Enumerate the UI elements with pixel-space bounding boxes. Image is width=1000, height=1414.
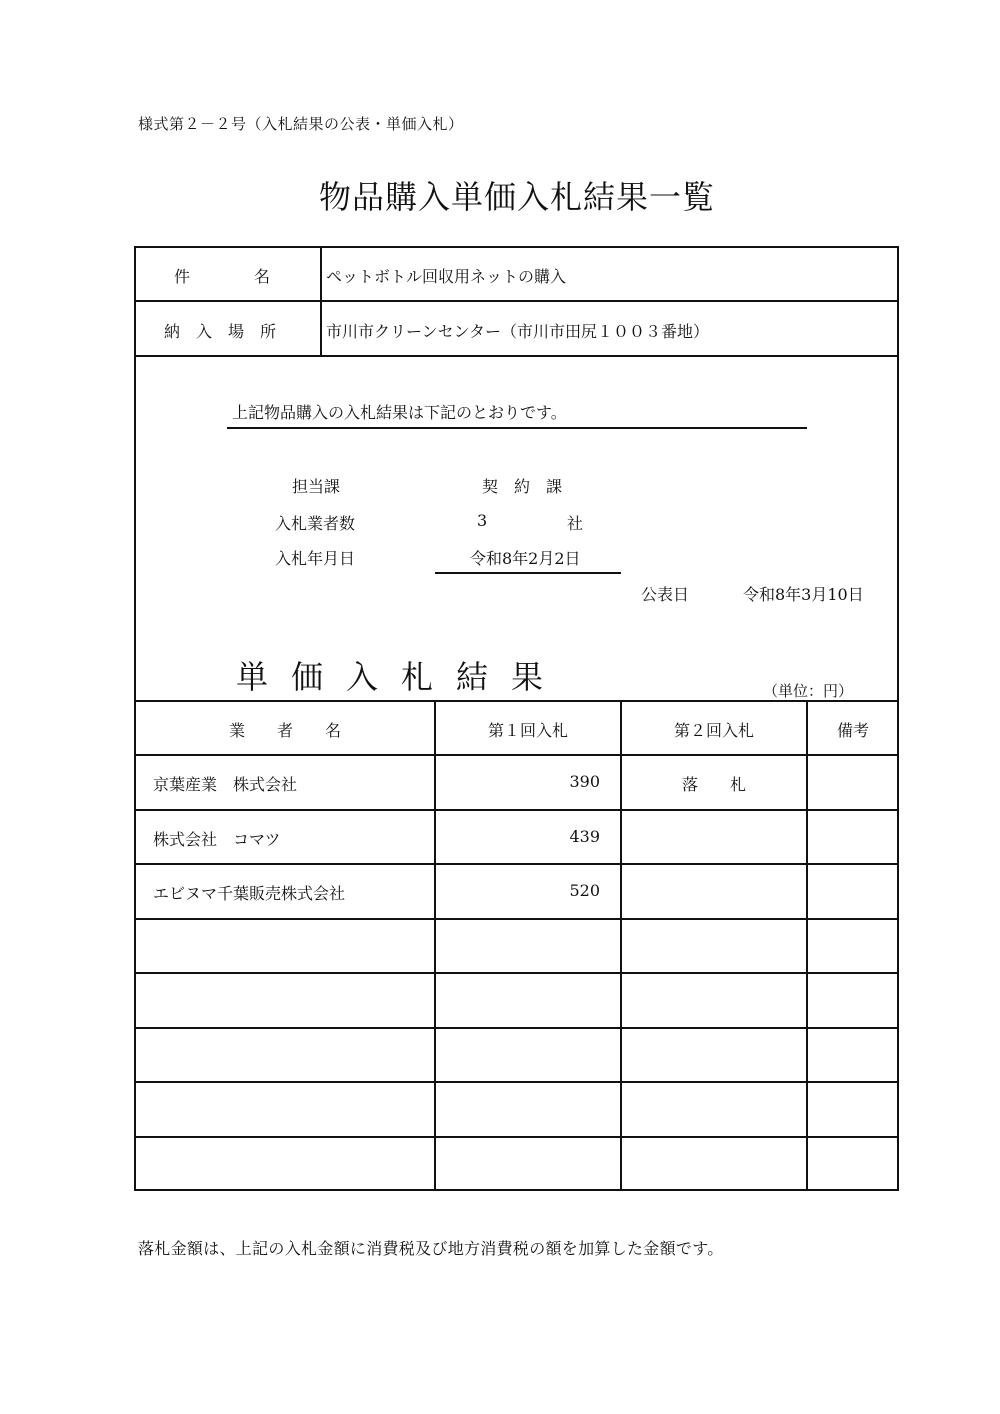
row-divider (134, 754, 899, 756)
dept-value: 契 約 課 (482, 477, 563, 496)
bid-date-underline (435, 572, 621, 574)
place-value: 市川市クリーンセンター（市川市田尻１００３番地） (326, 322, 710, 341)
row-divider (134, 809, 899, 811)
intro-text: 上記物品購入の入札結果は下記のとおりです。 (232, 403, 567, 422)
publish-label: 公表日 (641, 585, 690, 604)
table-cell-vendor: エビヌマ千葉販売株式会社 (153, 884, 346, 903)
divider (134, 300, 899, 302)
row-divider (134, 863, 899, 865)
row-divider (134, 972, 899, 974)
divider (134, 355, 899, 357)
form-number: 様式第２－２号（入札結果の公表・単価入札） (138, 115, 464, 133)
footer-note: 落札金額は、上記の入札金額に消費税及び地方消費税の額を加算した金額です。 (138, 1239, 724, 1258)
bidders-count: 3 (477, 511, 488, 530)
dept-label: 担当課 (292, 477, 341, 496)
section-title: 単価入札結果 (236, 658, 567, 696)
table-cell-round1: 439 (569, 827, 600, 846)
column-header-round2: 第２回入札 (673, 721, 754, 740)
column-divider (806, 700, 808, 1191)
bid-date-value: 令和8年2月2日 (470, 549, 581, 568)
row-divider (134, 1027, 899, 1029)
table-cell-round2: 落 札 (681, 775, 746, 794)
intro-underline (227, 427, 807, 429)
table-cell-vendor: 京葉産業 株式会社 (153, 775, 298, 794)
divider (320, 246, 322, 356)
table-cell-round1: 390 (569, 772, 600, 791)
bid-date-label: 入札年月日 (275, 549, 356, 568)
column-header-note: 備考 (836, 721, 869, 740)
place-label: 納 入 場 所 (164, 322, 277, 341)
unit-note: （単位：円） (763, 682, 854, 700)
row-divider (134, 1081, 899, 1083)
publish-value: 令和8年3月10日 (743, 585, 864, 604)
item-value: ペットボトル回収用ネットの購入 (326, 267, 567, 286)
table-top-border (134, 700, 899, 702)
table-cell-vendor: 株式会社 コマツ (153, 830, 281, 849)
item-label: 件 名 (174, 267, 271, 286)
page-title: 物品購入単価入札結果一覧 (318, 178, 715, 216)
row-divider (134, 918, 899, 920)
table-cell-round1: 520 (569, 881, 600, 900)
column-header-round1: 第１回入札 (487, 721, 568, 740)
bidders-unit: 社 (567, 514, 584, 533)
column-header-vendor: 業 者 名 (228, 721, 341, 740)
bidders-label: 入札業者数 (275, 514, 356, 533)
row-divider (134, 1136, 899, 1138)
